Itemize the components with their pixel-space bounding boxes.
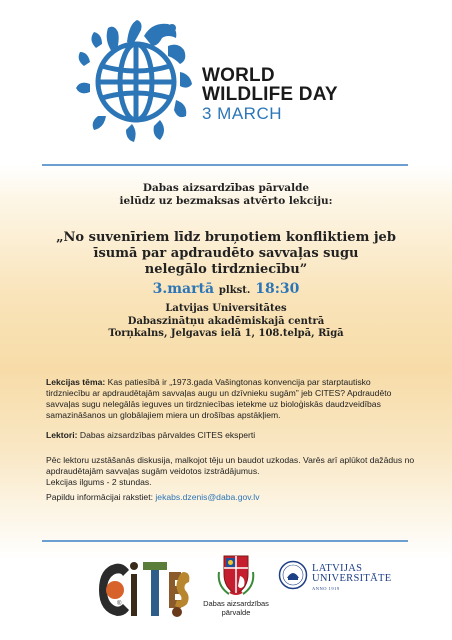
discussion-paragraph bbox=[46, 455, 416, 488]
venue bbox=[0, 303, 452, 341]
discussion-text: Pēc lektoru uzstāšanās diskusija, malkojot tēju un baudot uzkodas. Varēs arī aplūkot dažādus no apdraudētajām savvaļas sugām veidotos izstrādājumus. bbox=[46, 455, 415, 476]
topic-text: Kas patiesībā ir „1973.gada Vašingtonas konvencija par starptautisko tirdzniecību ar apdraudētajām savvaļas augu un dzīvnieku sugām” jeb CITES? Apdraudēto savvaļas sugu nelegālās ieguves un tirdzniecības ietekme uz bioloģiskās daudzveidības samazināšanos un globālajiem miera un drošības apstākļiem. bbox=[46, 377, 392, 420]
university-founded: ANNO 1919 bbox=[312, 586, 340, 591]
event-title bbox=[202, 66, 338, 123]
contact-text: Papildu informācijai rakstiet: bbox=[46, 492, 156, 502]
daba-org-name bbox=[196, 599, 276, 617]
world-wildlife-globe-icon bbox=[72, 12, 198, 144]
lecture-title-line3: nelegālo tirdzniecību” bbox=[144, 262, 308, 277]
event-title-line1: WORLD bbox=[202, 65, 275, 86]
university-name-line1: LATVIJAS bbox=[312, 563, 363, 574]
daba-name-line2: pārvalde bbox=[221, 608, 251, 617]
organizer-block bbox=[0, 182, 452, 208]
university-seal-icon bbox=[278, 560, 308, 590]
lecture-time: 18:30 bbox=[255, 281, 300, 297]
university-name bbox=[312, 564, 391, 594]
university-name-line2: UNIVERSITĀTE bbox=[312, 573, 392, 584]
lecturers-text: Dabas aizsardzības pārvaldes CITES eksperti bbox=[77, 430, 256, 440]
event-title-line2: WILDLIFE DAY bbox=[202, 84, 338, 105]
lecture-title-line2: īsumā par apdraudēto savvaļas sugu bbox=[93, 246, 359, 261]
contact-paragraph bbox=[46, 492, 416, 503]
invitation-text: ielūdz uz bezmaksas atvērto lekciju: bbox=[119, 195, 333, 207]
contact-email-link[interactable]: jekabs.dzenis@daba.gov.lv bbox=[155, 492, 260, 502]
duration-text: Lekcijas ilgums - 2 stundas. bbox=[46, 477, 152, 487]
cites-registered-mark: ® bbox=[117, 601, 122, 607]
time-prefix: plkst. bbox=[218, 285, 251, 296]
lecture-title-line1: „No suvenīriem līdz bruņotiem konfliktiem jeb bbox=[56, 230, 396, 245]
venue-line2: Dabaszinātņu akadēmiskajā centrā bbox=[127, 315, 325, 327]
lecturers-label: Lektori: bbox=[46, 430, 78, 440]
date-time bbox=[0, 281, 452, 297]
organizer-name: Dabas aizsardzības pārvalde bbox=[142, 182, 310, 194]
daba-name-line1: Dabas aizsardzības bbox=[203, 599, 269, 608]
venue-line3: Torņkalns, Jelgavas ielā 1, 108.telpā, Rīgā bbox=[108, 328, 344, 339]
cites-logo-icon bbox=[95, 556, 191, 622]
topic-paragraph bbox=[46, 377, 416, 421]
top-divider bbox=[42, 164, 408, 166]
lecture-date: 3.martā bbox=[152, 281, 215, 297]
bottom-divider bbox=[42, 540, 408, 542]
topic-label: Lekcijas tēma: bbox=[46, 377, 106, 387]
lecturers-paragraph bbox=[46, 430, 416, 441]
venue-line1: Latvijas Universitātes bbox=[165, 303, 287, 314]
event-date: 3 MARCH bbox=[202, 104, 283, 123]
lecture-title bbox=[0, 230, 452, 278]
daba-crest-icon bbox=[216, 552, 256, 596]
